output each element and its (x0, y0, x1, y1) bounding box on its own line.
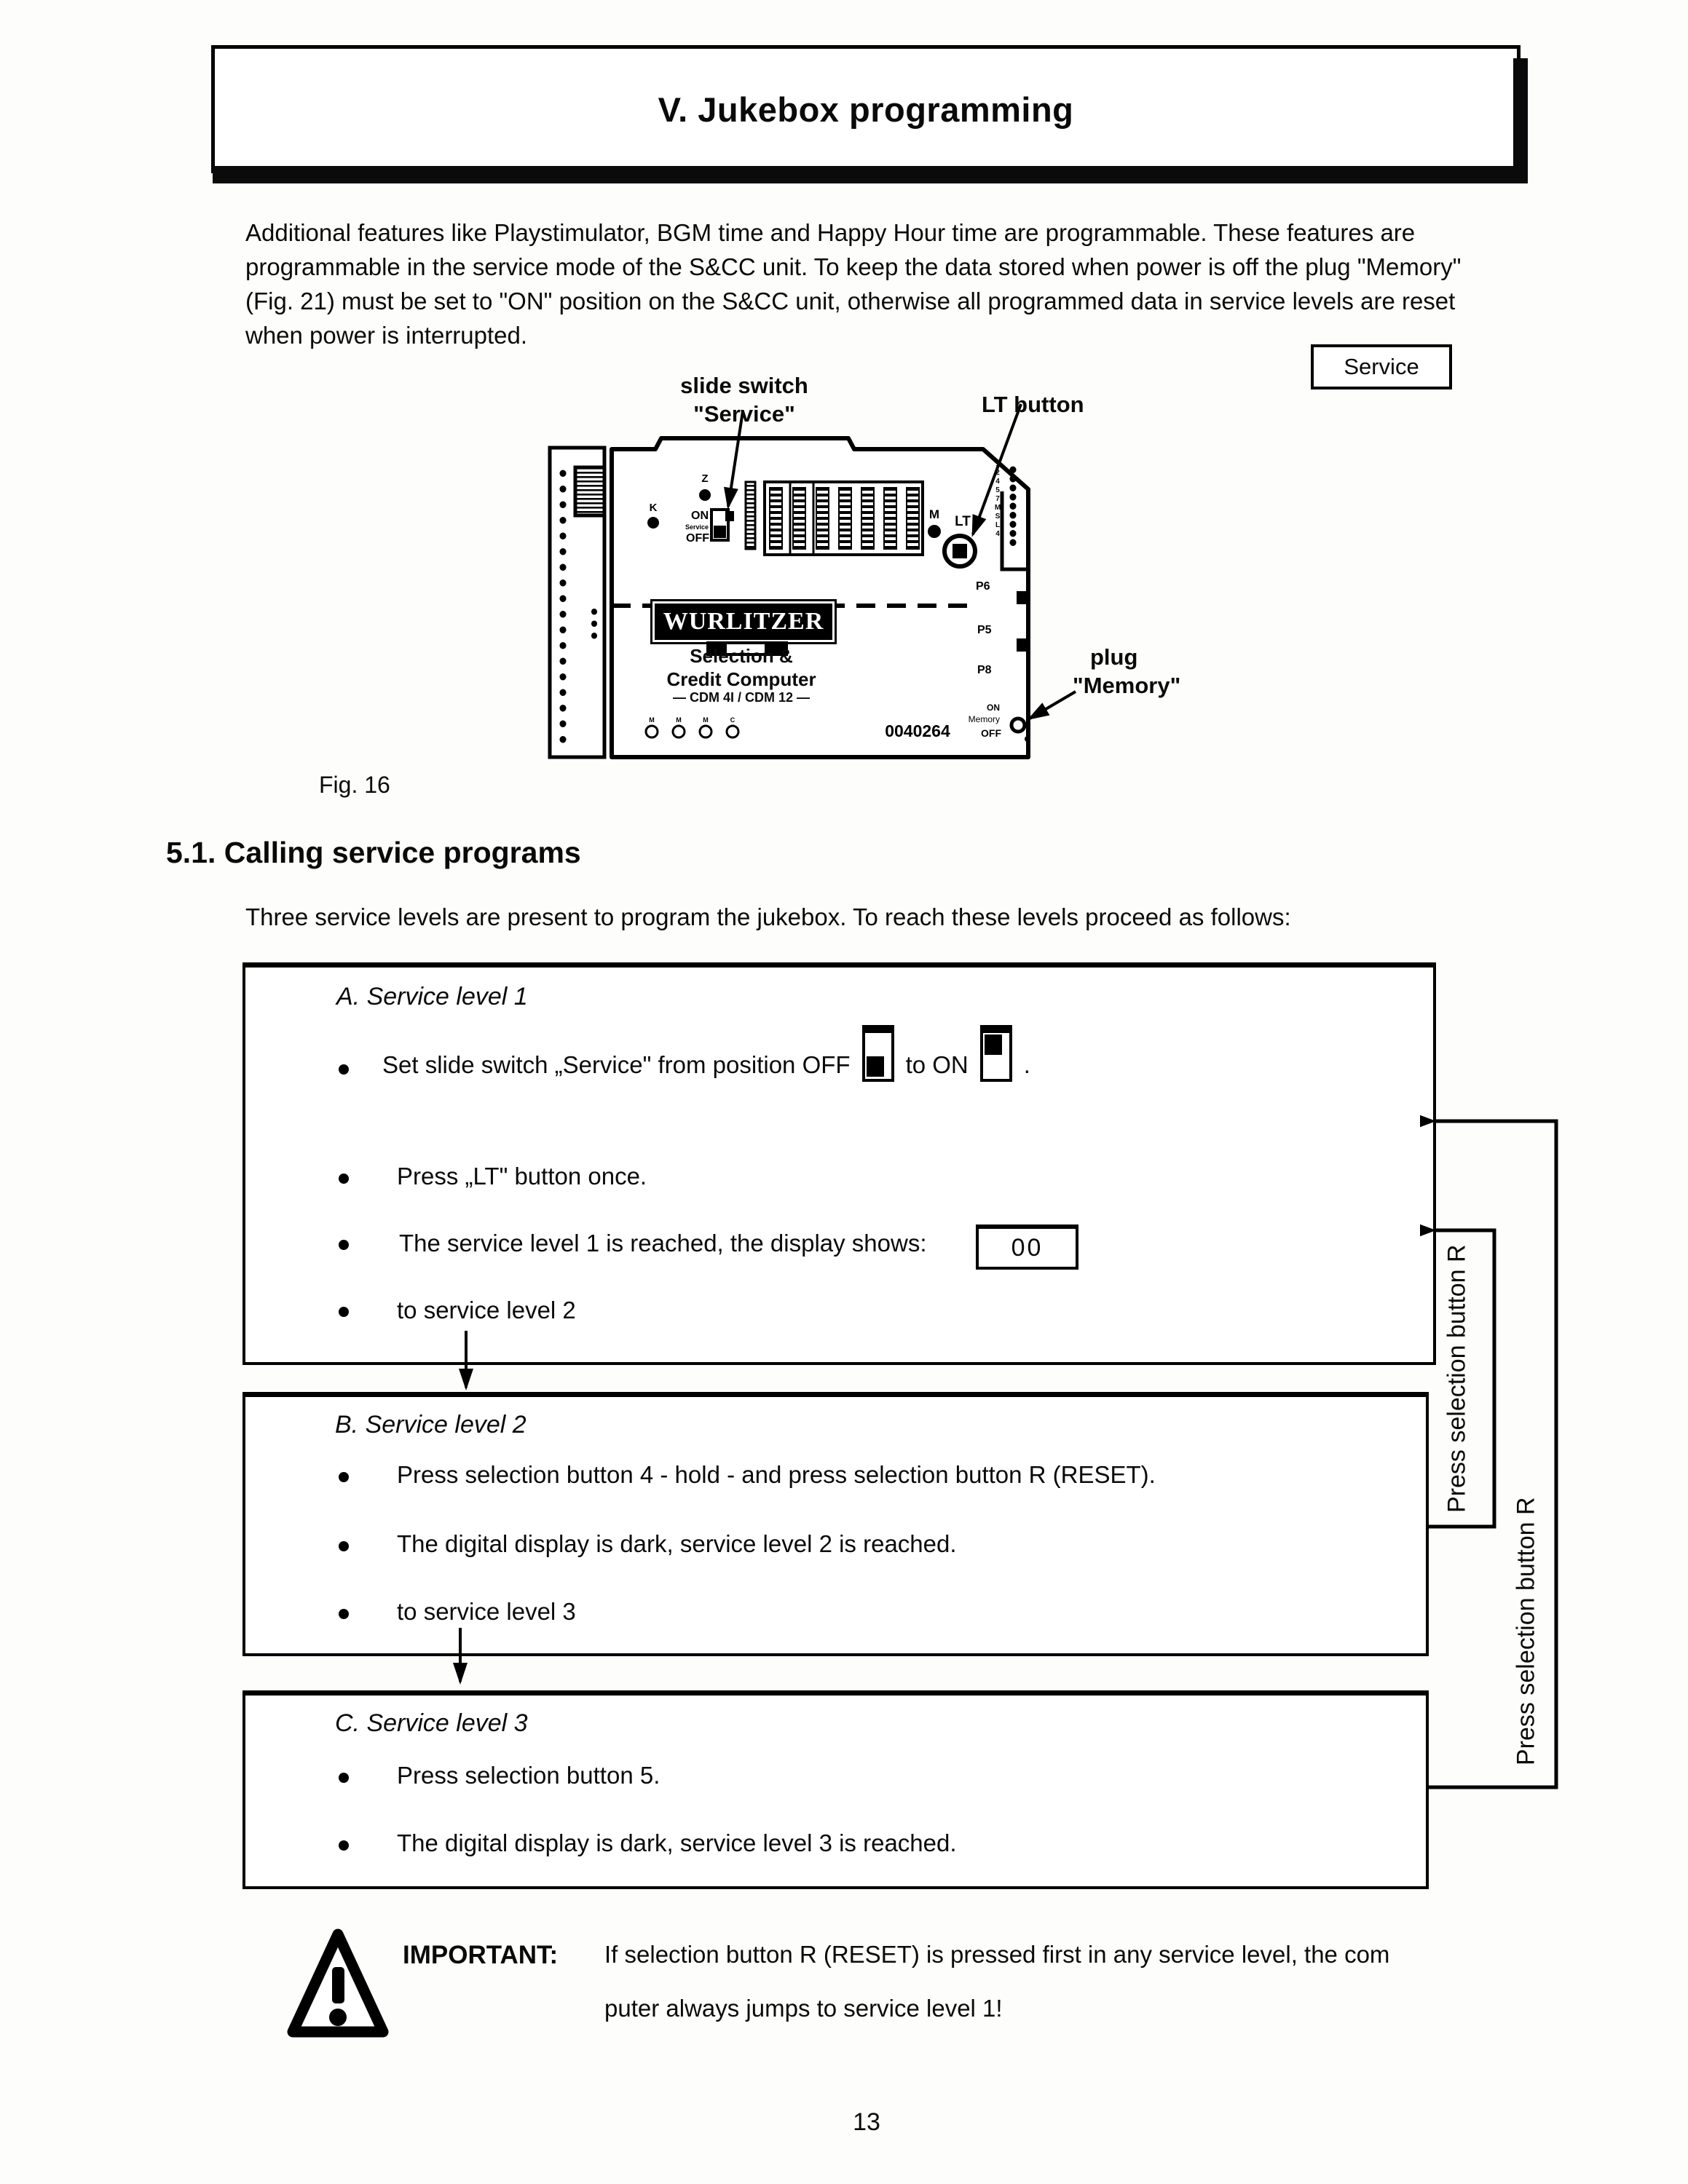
dip-bank-7 (907, 488, 919, 549)
important-label: IMPORTANT: (403, 1941, 559, 1969)
level-b-title: B. Service level 2 (335, 1411, 526, 1439)
connector-pin-numbers: 1 2 4 5 7 M S L 4 (994, 460, 1001, 538)
bullet-dot (339, 1541, 349, 1551)
model-designation: — CDM 4I / CDM 12 — (672, 690, 811, 705)
switch-off-icon (862, 1025, 894, 1082)
switch-side-knob (725, 511, 734, 521)
led-label-1: M (649, 716, 655, 724)
bullet-dot (339, 1609, 349, 1619)
board-drawing (539, 371, 1238, 770)
memory-label: Memory (968, 714, 1000, 724)
memory-off-label: OFF (981, 727, 1001, 739)
switch-on-knob (985, 1034, 1002, 1055)
memory-plug-pin (1025, 736, 1030, 742)
section-intro: Three service levels are present to program the jukebox. To reach these levels proceed as follows: (245, 903, 1291, 930)
part-number: 0040264 (885, 721, 950, 740)
dip-bank-3 (816, 488, 829, 549)
led-2 (673, 726, 685, 737)
bullet-dot (339, 1240, 349, 1250)
level-a-b1-text: Set slide switch „Service" from position OFF (382, 1051, 851, 1078)
led-label-2: M (676, 716, 682, 724)
memory-plug (1011, 719, 1025, 732)
service-tag-box (1311, 344, 1452, 389)
lt-label: LT (955, 514, 971, 529)
m-testpoint (928, 525, 941, 538)
slide-switch-callout-line1: slide switch (680, 373, 808, 398)
m-label: M (928, 507, 940, 521)
level-c-title: C. Service level 3 (335, 1709, 528, 1737)
z-label: Z (701, 472, 709, 485)
led-3 (700, 726, 711, 737)
level-c-bullet-2: The digital display is dark, service level 3 is reached. (397, 1829, 957, 1856)
memory-plug-callout-line2: "Memory" (1073, 673, 1181, 698)
bullet-dot (339, 1472, 349, 1482)
bullet-dot (339, 1773, 349, 1783)
service-tag-label: Service (1344, 354, 1419, 379)
switch-off-label: OFF (686, 532, 709, 545)
intro-paragraph: Additional features like Playstimulator, BGM time and Happy Hour time are programmable. These features are programmable in the service mode of the S&CC unit. To keep the data stored when power is off the plug "Memory" (Fig. 21) must be set to "ON" position on the S&CC unit, otherwise all programmed data in service levels are reset when power is interrupted. (245, 219, 1462, 349)
level-b-bullet-2: The digital display is dark, service level 2 is reached. (397, 1530, 957, 1557)
memory-plug-callout (1073, 643, 1233, 700)
level-a-bullet-2: Press „LT" button once. (397, 1163, 647, 1190)
important-text-line1: If selection button R (RESET) is pressed first in any service level, the com (604, 1941, 1390, 1968)
aux-strip (746, 482, 755, 549)
digital-display-box (976, 1224, 1078, 1270)
chapter-title-box (211, 45, 1521, 173)
p5-label: P5 (977, 624, 992, 636)
lt-button-callout: LT button (982, 392, 1084, 417)
bullet-dot (339, 1840, 349, 1851)
product-name-line2: Credit Computer (666, 668, 816, 690)
bullet-dot (339, 1064, 349, 1075)
edge-tab-2 (1017, 638, 1028, 652)
p8-label: P8 (977, 664, 992, 676)
memory-plug-callout-line1: plug (1090, 644, 1138, 670)
led-4 (727, 726, 738, 737)
switch-on-icon (980, 1025, 1012, 1082)
bullet-dot (339, 1174, 349, 1184)
edge-connector (575, 467, 604, 515)
important-text-line2: puter always jumps to service level 1! (604, 1995, 1003, 2022)
section-heading: 5.1. Calling service programs (166, 836, 581, 869)
title-shadow-bottom (213, 166, 1528, 183)
product-name-line1: Selection & (690, 645, 793, 667)
led-1 (646, 726, 658, 737)
wurlitzer-logo: WURLITZER (650, 599, 837, 644)
switch-service-label: Service (685, 523, 709, 531)
press-selection-r-label-outer: Press selection button R (1512, 1497, 1540, 1766)
switch-on-label: ON (691, 510, 709, 522)
p6-label: P6 (976, 580, 990, 593)
level-a-b1-mid: to ON (905, 1051, 969, 1078)
dip-bank-5 (861, 488, 874, 549)
memory-plug-arrow (1030, 692, 1076, 719)
page-number: 13 (853, 2108, 880, 2136)
switch-off-knob (867, 1056, 884, 1077)
level-b-bullet-3: to service level 3 (397, 1598, 576, 1625)
led-label-3: M (703, 716, 709, 724)
figure-scc-board (539, 371, 1238, 770)
slide-switch-callout-line2: "Service" (693, 401, 795, 427)
level-a-bullet-1 (382, 1021, 1030, 1082)
display-value: 00 (1011, 1233, 1044, 1262)
level-a-b1-end: . (1023, 1051, 1030, 1078)
dip-bank-1 (770, 488, 782, 549)
bullet-dot (339, 1307, 349, 1317)
k-testpoint (647, 517, 659, 529)
figure-caption: Fig. 16 (319, 772, 390, 798)
slide-switch-callout (664, 371, 824, 428)
arrow-level2-to-level3 (440, 1626, 481, 1692)
k-label: K (649, 502, 658, 514)
z-testpoint (699, 489, 711, 501)
title-shadow-right (1513, 58, 1528, 183)
arrow-level1-to-level2 (446, 1329, 486, 1398)
level-c-bullet-1: Press selection button 5. (397, 1762, 660, 1789)
dip-bank-6 (884, 488, 896, 549)
dip-bank-2 (793, 488, 805, 549)
led-label-4: C (730, 716, 735, 724)
edge-tab-1 (1017, 591, 1028, 604)
memory-on-label: ON (987, 703, 1000, 713)
level-a-title: A. Service level 1 (336, 983, 528, 1010)
level-a-bullet-4: to service level 2 (397, 1297, 576, 1324)
press-selection-r-label-inner: Press selection button R (1443, 1244, 1471, 1514)
dip-bank-4 (839, 488, 851, 549)
level-b-bullet-1: Press selection button 4 - hold - and press selection button R (RESET). (397, 1461, 1156, 1488)
switch-knob (714, 526, 726, 538)
lt-button-core (953, 544, 967, 558)
page-title: V. Jukebox programming (658, 90, 1074, 129)
warning-triangle-icon (286, 1926, 390, 2042)
level-a-bullet-3: The service level 1 is reached, the display shows: (399, 1230, 927, 1257)
